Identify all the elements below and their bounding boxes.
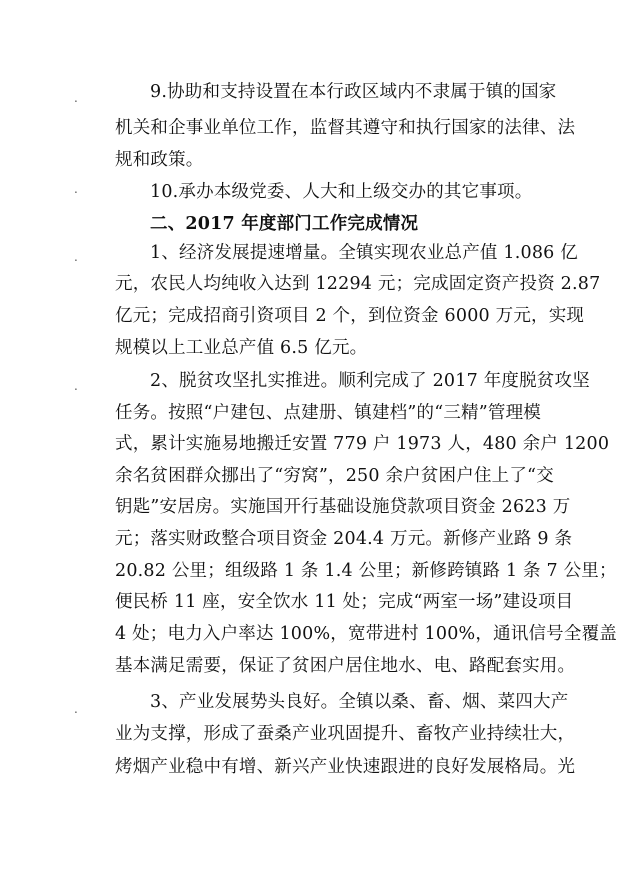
margin-mark: . <box>74 379 78 393</box>
paragraph-line: 元；落实财政整合项目资金 204.4 万元。新修产业路 9 条 <box>115 529 573 549</box>
paragraph-line: 钥匙”安居房。实施国开行基础设施贷款项目资金 2623 万 <box>115 497 571 517</box>
paragraph-line: 亿元；完成招商引资项目 2 个，到位资金 6000 万元，实现 <box>115 306 585 326</box>
paragraph-line: 9.协助和支持设置在本行政区域内不隶属于镇的国家 <box>150 82 557 102</box>
paragraph-line: 规和政策。 <box>115 150 204 170</box>
paragraph-line: 烤烟产业稳中有增、新兴产业快速跟进的良好发展格局。光 <box>115 757 576 777</box>
margin-mark: . <box>74 91 78 105</box>
paragraph-line: 1、经济发展提速增量。全镇实现农业总产值 1.086 亿 <box>150 243 578 263</box>
paragraph-line: 业为支撑，形成了蚕桑产业巩固提升、畜牧产业持续壮大， <box>115 724 576 744</box>
margin-mark: . <box>74 250 78 264</box>
paragraph-line: 余名贫困群众挪出了“穷窝”，250 余户贫困户住上了“交 <box>115 466 554 486</box>
paragraph-line: 2、脱贫攻坚扎实推进。顺利完成了 2017 年度脱贫攻坚 <box>150 371 590 391</box>
paragraph-line: 3、产业发展势头良好。全镇以桑、畜、烟、菜四大产 <box>150 692 569 712</box>
paragraph-line: 式，累计实施易地搬迁安置 779 户 1973 人，480 余户 1200 <box>115 434 610 454</box>
paragraph-line: 便民桥 11 座，安全饮水 11 处；完成“两室一场”建设项目 <box>115 592 574 612</box>
paragraph-line: 20.82 公里；组级路 1 条 1.4 公里；新修跨镇路 1 条 7 公里； <box>115 561 617 581</box>
paragraph-line: 机关和企事业单位工作，监督其遵守和执行国家的法律、法 <box>115 118 576 138</box>
paragraph-line: 元，农民人均纯收入达到 12294 元；完成固定资产投资 2.87 <box>115 274 601 294</box>
paragraph-line: 基本满足需要，保证了贫困户居住地水、电、路配套实用。 <box>115 656 576 676</box>
paragraph-line: 10.承办本级党委、人大和上级交办的其它事项。 <box>150 182 533 202</box>
paragraph-line: 规模以上工业总产值 6.5 亿元。 <box>115 338 368 358</box>
section-heading: 二、2017 年度部门工作完成情况 <box>150 214 419 234</box>
paragraph-line: 4 处；电力入户率达 100%，宽带进村 100%，通讯信号全覆盖 <box>115 624 617 644</box>
margin-mark: . <box>74 182 78 196</box>
paragraph-line: 任务。按照“户建包、点建册、镇建档”的“三精”管理模 <box>115 403 541 423</box>
margin-mark: . <box>74 702 78 716</box>
